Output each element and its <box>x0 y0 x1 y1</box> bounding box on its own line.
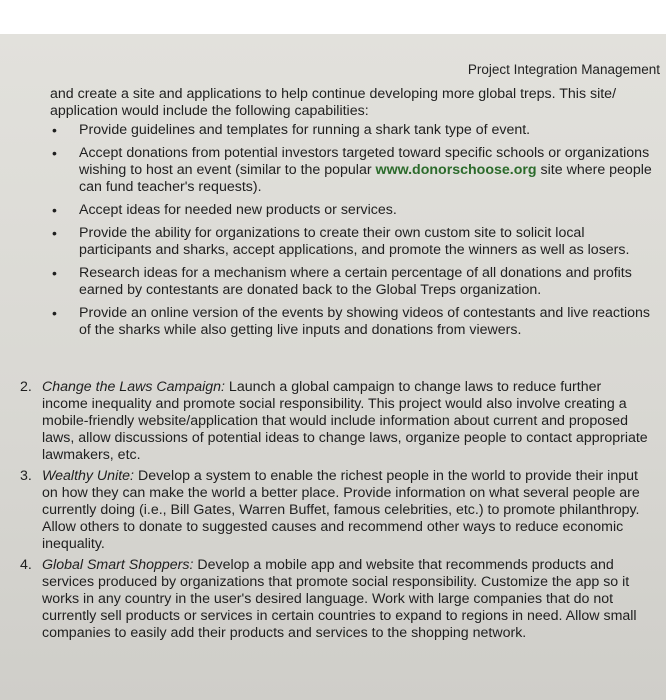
capabilities-list <box>50 122 655 345</box>
running-head: Project Integration Management <box>467 62 660 77</box>
item-body: Launch a global campaign to change laws to reduce further income inequality and promote social responsibility. This project would also involve creating a mobile-friendly website/application that would include information about current and proposed laws, allow discussions of potential ideas to change laws, organize people to contact appropriate lawmakers, etc. <box>42 379 648 463</box>
bullet-icon: • <box>52 122 57 138</box>
item-number: 3. <box>20 468 32 484</box>
list-item <box>50 265 655 299</box>
list-item <box>20 557 650 642</box>
item-body: Develop a system to enable the richest people in the world to provide their input on how they can make the world a better place. Provide information on what several people are currently doing (i.e., Bill Gates, Warren Buffet, famous celebrities, etc.) to promote philanthropy. Allow others to donate to suggested causes and recommend other ways to reduce economic inequality. <box>42 468 640 552</box>
bullet-text: Research ideas for a mechanism where a certain percentage of all donations and profits earned by contestants are donated back to the Global Treps organization. <box>79 265 632 298</box>
bullet-icon: • <box>52 202 57 218</box>
bullet-text: Provide guidelines and templates for running a shark tank type of event. <box>79 122 531 138</box>
item-body: Develop a mobile app and website that recommends products and services produced by organizations that promote social responsibility. Customize the app so it works in any country in the user's desired language. Work with large companies that do not currently sell products or services in certain countries to expand to regions in need. Allow small companies to easily add their products and services to the shopping network. <box>42 557 637 641</box>
item-title: Change the Laws Campaign: <box>42 379 225 395</box>
bullet-icon: • <box>52 225 57 241</box>
bullet-text: Accept ideas for needed new products or services. <box>79 202 397 218</box>
item-number: 2. <box>20 379 32 395</box>
list-item <box>50 305 655 339</box>
bullet-text: Accept donations from potential investors targeted toward specific schools or organizations wishing to host an event (similar to the popular <box>79 145 650 178</box>
item-title: Wealthy Unite: <box>42 468 134 484</box>
bullet-icon: • <box>52 305 57 321</box>
project-list <box>20 379 650 646</box>
list-item <box>20 468 650 553</box>
list-item <box>50 202 655 219</box>
list-item <box>20 379 650 464</box>
bullet-text: Provide the ability for organizations to create their own custom site to solicit local participants and sharks, accept applications, and promote the winners as well as losers. <box>79 225 630 258</box>
list-item <box>50 225 655 259</box>
intro-paragraph: and create a site and applications to help continue developing more global treps. This site/ application would include the following capabilities: <box>50 86 617 119</box>
list-item <box>50 122 655 139</box>
bullet-text: Provide an online version of the events by showing videos of contestants and live reactions of the sharks while also getting live inputs and donations from viewers. <box>79 305 650 338</box>
item-title: Global Smart Shoppers: <box>42 557 194 573</box>
donorschoose-link[interactable]: www.donorschoose.org <box>375 162 537 178</box>
top-margin <box>0 0 666 34</box>
bullet-icon: • <box>52 145 57 161</box>
bullet-icon: • <box>52 265 57 281</box>
bullet-text: site where people can fund teacher's requests). <box>79 162 652 195</box>
item-number: 4. <box>20 557 32 573</box>
document-page <box>0 34 666 700</box>
list-item <box>50 145 655 196</box>
